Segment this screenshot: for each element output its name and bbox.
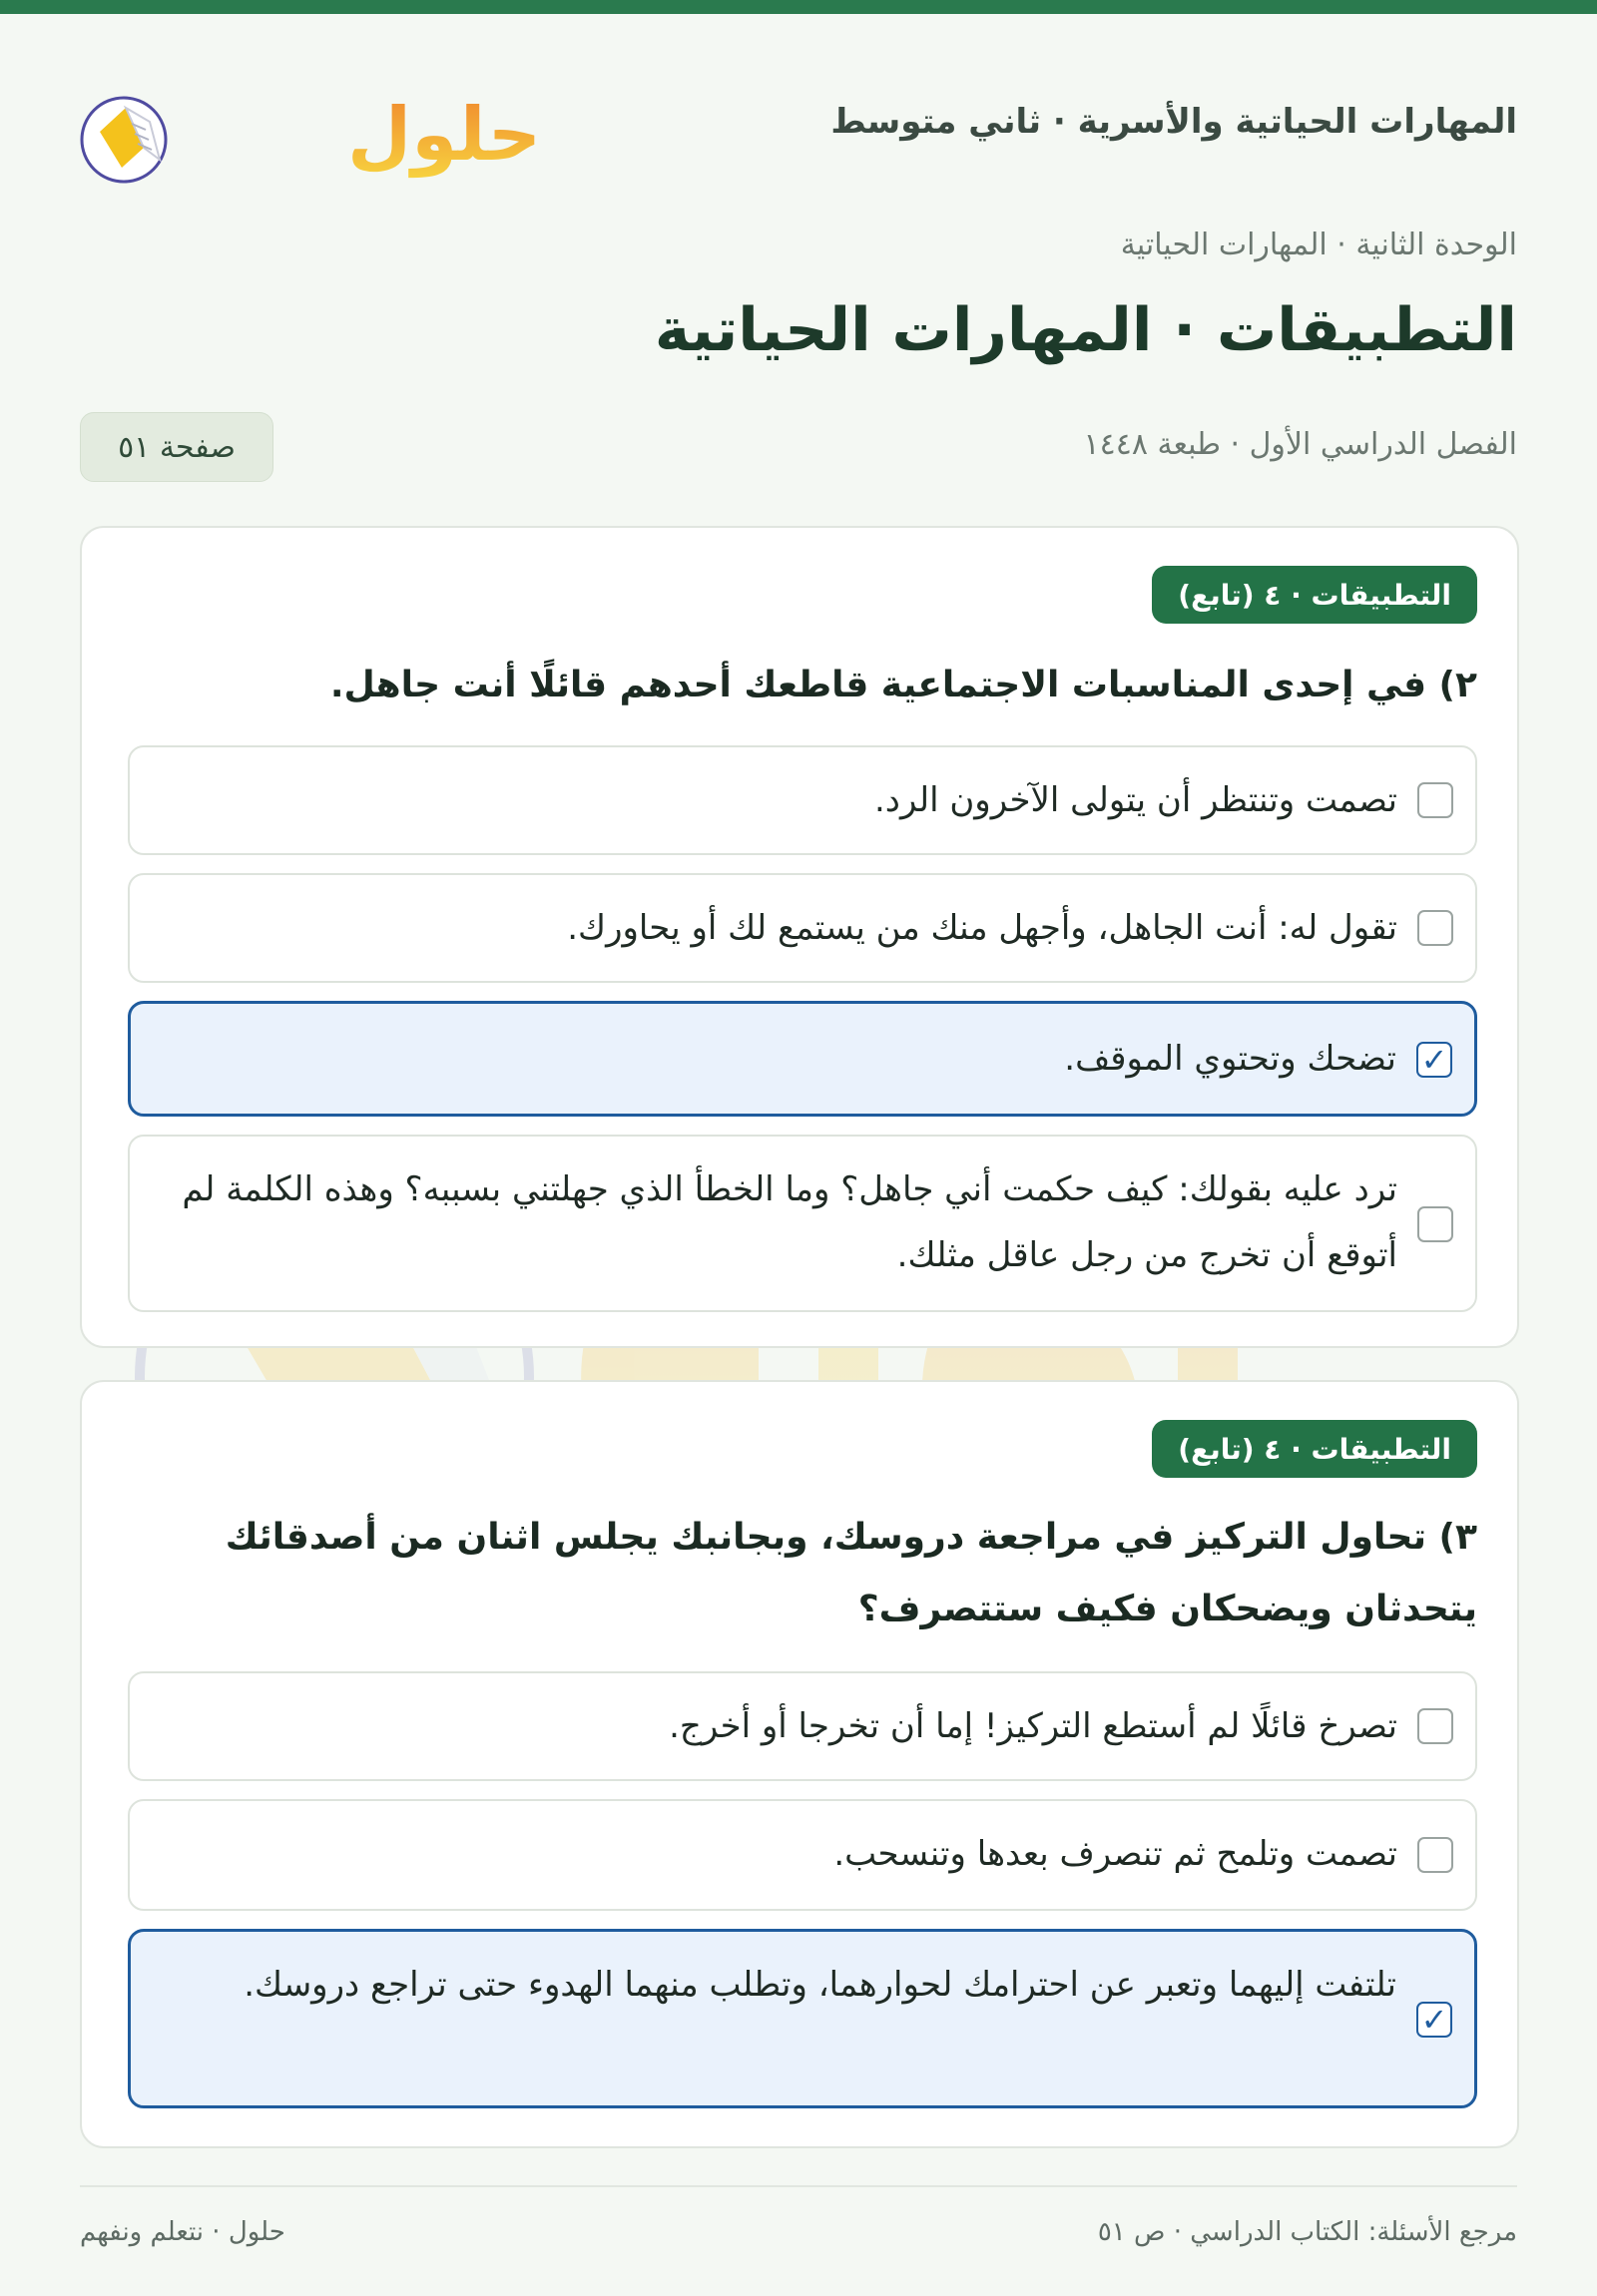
- checkbox-icon[interactable]: [1417, 910, 1453, 946]
- answer-option-selected[interactable]: [128, 1929, 1477, 2108]
- answer-option-selected[interactable]: [128, 1001, 1477, 1117]
- option-text: تضحك وتحتوي الموقف.: [1064, 1039, 1396, 1079]
- checkbox-icon[interactable]: [1417, 1837, 1453, 1873]
- page-title: التطبيقات · المهارات الحياتية: [654, 295, 1517, 365]
- svg-text:حلول: حلول: [347, 92, 542, 178]
- footer-brand: حلول · نتعلم ونفهم: [80, 2217, 285, 2247]
- footer-divider: [80, 2185, 1517, 2187]
- answer-option[interactable]: [128, 1799, 1477, 1911]
- checkbox-icon[interactable]: [1417, 1206, 1453, 1242]
- unit-breadcrumb: الوحدة الثانية · المهارات الحياتية: [1120, 228, 1517, 262]
- section-chip: التطبيقات · ٤ (تابع): [1152, 1420, 1477, 1478]
- page-number-badge: صفحة ٥١: [80, 412, 273, 482]
- answer-option[interactable]: [128, 745, 1477, 855]
- option-text: تصمت وتلمح ثم تنصرف بعدها وتنسحب.: [833, 1834, 1397, 1874]
- checked-checkbox-icon[interactable]: ✓: [1416, 2002, 1452, 2038]
- brand-logo[interactable]: [80, 68, 542, 188]
- page-header: [80, 60, 1517, 190]
- question-card-2: [80, 1380, 1519, 2148]
- option-text: تصمت وتنتظر أن يتولى الآخرون الرد.: [874, 780, 1397, 820]
- option-text: ترد عليه بقولك: كيف حكمت أني جاهل؟ وما الخطأ الذي جهلتني بسببه؟ وهذه الكلمة لم أتوقع أن تخرج من رجل عاقل مثلك.: [182, 1169, 1397, 1275]
- option-text: تقول له: أنت الجاهل، وأجهل منك من يستمع لك أو يحاورك.: [567, 908, 1397, 948]
- answer-option[interactable]: [128, 1135, 1477, 1312]
- option-text: تلتفت إليهما وتعبر عن احترامك لحوارهما، وتطلب منهما الهدوء حتى تراجع دروسك.: [244, 1965, 1396, 2005]
- option-text: تصرخ قائلًا لم أستطع التركيز! إما أن تخرجا أو أخرج.: [669, 1706, 1397, 1746]
- question-card-1: [80, 526, 1519, 1348]
- question-text: ٣) تحاول التركيز في مراجعة دروسك، وبجانبك يجلس اثنان من أصدقائك يتحدثان ويضحكان فكيف ستتصرف؟: [225, 1517, 1477, 1629]
- checkbox-icon[interactable]: [1417, 1708, 1453, 1744]
- question-text: ٢) في إحدى المناسبات الاجتماعية قاطعك أحدهم قائلًا أنت جاهل.: [329, 665, 1477, 705]
- checkbox-icon[interactable]: [1417, 782, 1453, 818]
- section-chip: التطبيقات · ٤ (تابع): [1152, 566, 1477, 624]
- answer-option[interactable]: [128, 1671, 1477, 1781]
- checked-checkbox-icon[interactable]: ✓: [1416, 1042, 1452, 1078]
- logo-book-icon: [80, 68, 542, 188]
- footer-reference: مرجع الأسئلة: الكتاب الدراسي · ص ٥١: [1097, 2217, 1517, 2247]
- term-edition: الفصل الدراسي الأول · طبعة ١٤٤٨: [1083, 427, 1517, 462]
- subject-title: المهارات الحياتية والأسرية · ثاني متوسط: [830, 102, 1517, 142]
- answer-option[interactable]: [128, 873, 1477, 983]
